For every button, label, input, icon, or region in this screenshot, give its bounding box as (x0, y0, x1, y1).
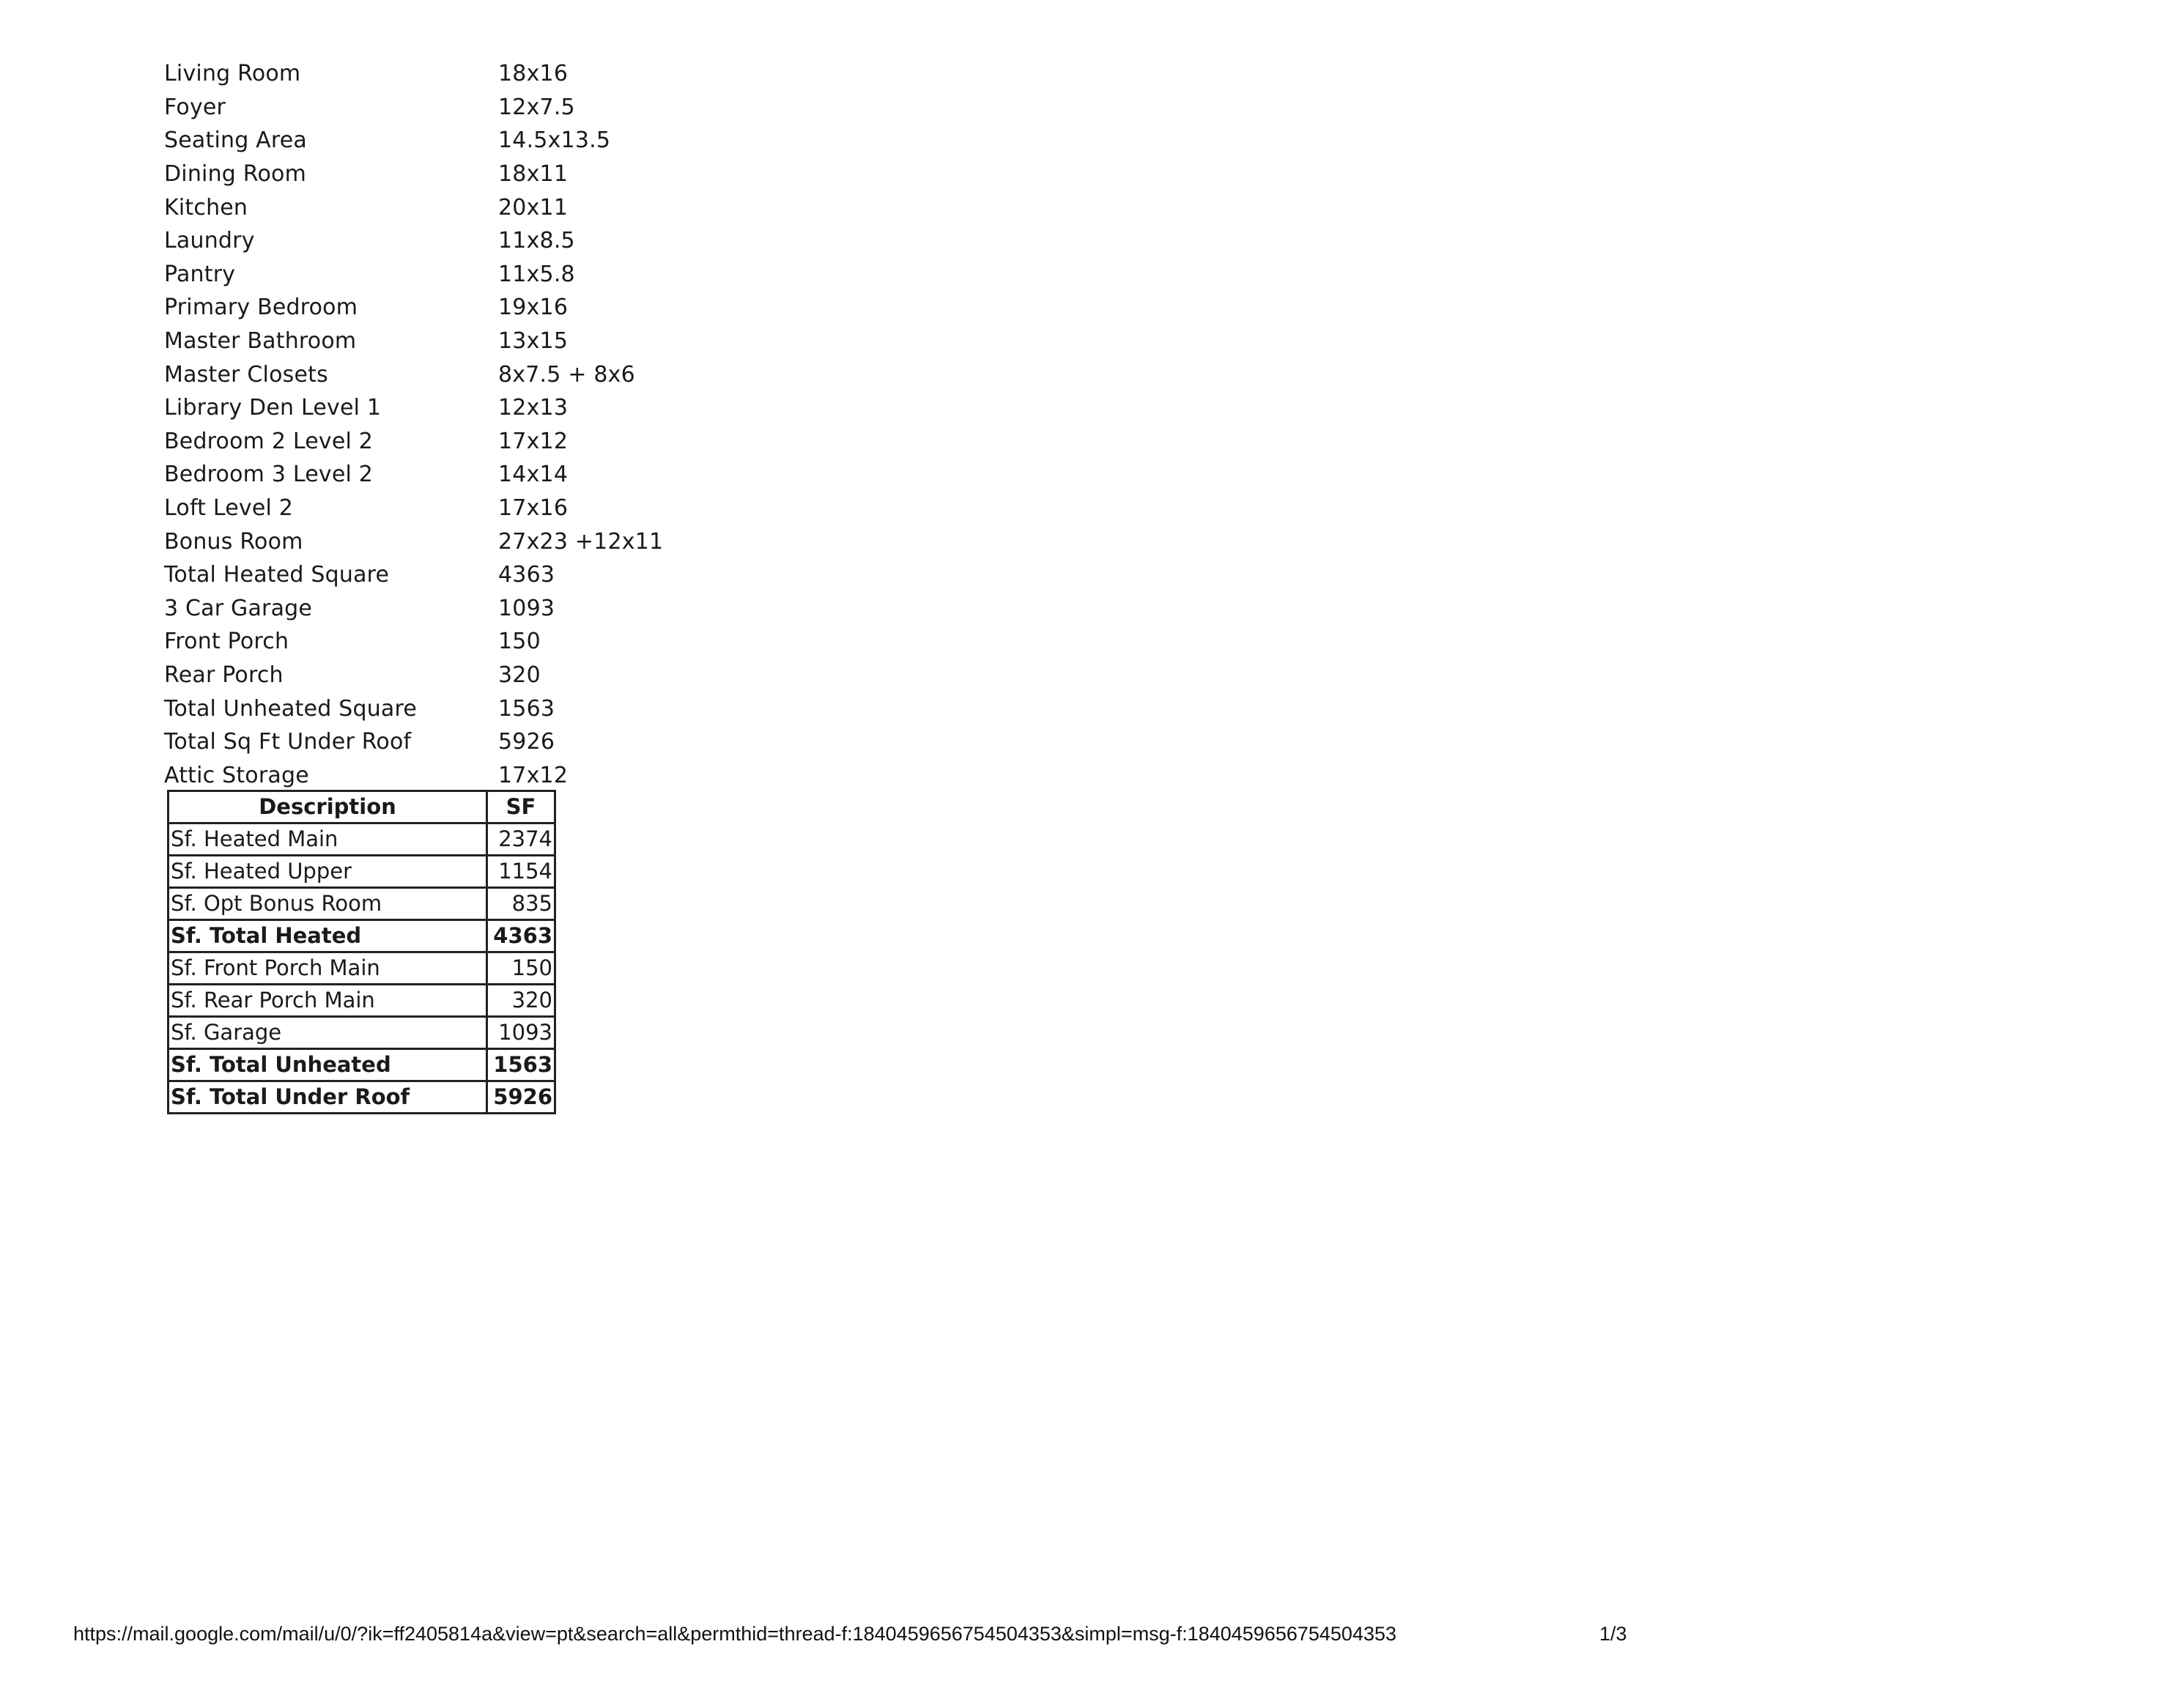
row-description: Sf. Heated Main (169, 823, 487, 856)
room-dimension: 11x8.5 (498, 228, 575, 254)
room-name: Dining Room (164, 161, 307, 188)
room-row (164, 91, 677, 125)
row-sf-value: 1154 (487, 856, 555, 888)
room-dimension: 4363 (498, 562, 555, 588)
table-header-row (169, 791, 555, 823)
row-description: Sf. Total Under Roof (169, 1081, 487, 1114)
room-dimension: 17x12 (498, 428, 569, 454)
room-dimension: 13x15 (498, 328, 569, 355)
room-dimension: 18x16 (498, 61, 569, 87)
row-sf-value: 1563 (487, 1049, 555, 1081)
room-name: Primary Bedroom (164, 295, 358, 321)
room-row (164, 425, 677, 459)
square-footage-table (167, 790, 556, 1114)
room-row (164, 659, 677, 692)
table-row-total (169, 920, 555, 952)
room-dimension: 27x23 +12x11 (498, 528, 664, 555)
table-row-total (169, 1049, 555, 1081)
room-row (164, 190, 677, 224)
room-name: Pantry (164, 261, 236, 287)
room-row (164, 291, 677, 325)
room-dimension: 18x11 (498, 161, 569, 188)
room-dimension: 11x5.8 (498, 261, 575, 287)
room-row (164, 358, 677, 391)
room-dimension: 17x12 (498, 762, 569, 788)
row-sf-value: 1093 (487, 1017, 555, 1049)
table-row (169, 1017, 555, 1049)
room-row (164, 57, 677, 91)
row-sf-value: 5926 (487, 1081, 555, 1114)
room-row (164, 692, 677, 725)
row-description: Sf. Opt Bonus Room (169, 888, 487, 920)
room-name: Master Closets (164, 361, 328, 388)
row-description: Sf. Front Porch Main (169, 952, 487, 985)
row-description: Sf. Total Unheated (169, 1049, 487, 1081)
room-name: Bedroom 2 Level 2 (164, 428, 374, 454)
room-name: Bedroom 3 Level 2 (164, 462, 374, 488)
room-row (164, 592, 677, 626)
room-name: Laundry (164, 228, 255, 254)
description-header: Description (169, 791, 487, 823)
room-dimension: 150 (498, 629, 541, 655)
room-name: Bonus Room (164, 528, 303, 555)
room-dimension: 14.5x13.5 (498, 127, 611, 154)
row-sf-value: 2374 (487, 823, 555, 856)
table-row (169, 952, 555, 985)
room-dimension: 17x16 (498, 495, 569, 522)
room-row (164, 325, 677, 358)
room-dimensions-list (164, 57, 677, 792)
room-row (164, 158, 677, 191)
sf-header: SF (487, 791, 555, 823)
table-row-total (169, 1081, 555, 1114)
room-name: Living Room (164, 61, 301, 87)
room-name: Kitchen (164, 194, 248, 221)
room-row (164, 758, 677, 792)
room-row (164, 391, 677, 425)
row-sf-value: 320 (487, 985, 555, 1017)
room-row (164, 458, 677, 492)
row-sf-value: 150 (487, 952, 555, 985)
room-dimension: 8x7.5 + 8x6 (498, 361, 635, 388)
room-name: Rear Porch (164, 662, 284, 688)
room-dimension: 14x14 (498, 462, 569, 488)
room-dimension: 320 (498, 662, 541, 688)
row-description: Sf. Rear Porch Main (169, 985, 487, 1017)
room-name: Foyer (164, 94, 226, 120)
room-row (164, 625, 677, 659)
print-footer-url: https://mail.google.com/mail/u/0/?ik=ff2405814a&view=pt&search=all&permthid=thread-f:1840459656754504353&simpl=msg-f:1840459656754504353 (73, 1623, 1397, 1645)
room-row (164, 725, 677, 759)
room-name: Front Porch (164, 629, 289, 655)
room-name: Loft Level 2 (164, 495, 294, 522)
room-dimension: 12x7.5 (498, 94, 575, 120)
room-name: 3 Car Garage (164, 595, 313, 621)
room-dimension: 20x11 (498, 194, 569, 221)
table-row (169, 856, 555, 888)
row-description: Sf. Garage (169, 1017, 487, 1049)
table-row (169, 888, 555, 920)
room-name: Master Bathroom (164, 328, 357, 355)
room-row (164, 525, 677, 558)
row-description: Sf. Heated Upper (169, 856, 487, 888)
room-dimension: 1093 (498, 595, 555, 621)
room-dimension: 19x16 (498, 295, 569, 321)
room-name: Attic Storage (164, 762, 309, 788)
row-description: Sf. Total Heated (169, 920, 487, 952)
room-row (164, 492, 677, 525)
room-dimension: 12x13 (498, 395, 569, 421)
room-name: Total Unheated Square (164, 695, 418, 722)
row-sf-value: 4363 (487, 920, 555, 952)
table-row (169, 985, 555, 1017)
room-name: Total Sq Ft Under Roof (164, 729, 412, 755)
page-number: 1/3 (1599, 1623, 1627, 1645)
room-name: Library Den Level 1 (164, 395, 382, 421)
room-dimension: 1563 (498, 695, 555, 722)
room-row (164, 224, 677, 258)
room-row (164, 258, 677, 292)
table-row (169, 823, 555, 856)
room-name: Total Heated Square (164, 562, 390, 588)
room-name: Seating Area (164, 127, 308, 154)
row-sf-value: 835 (487, 888, 555, 920)
room-row (164, 558, 677, 592)
room-row (164, 124, 677, 158)
room-dimension: 5926 (498, 729, 555, 755)
